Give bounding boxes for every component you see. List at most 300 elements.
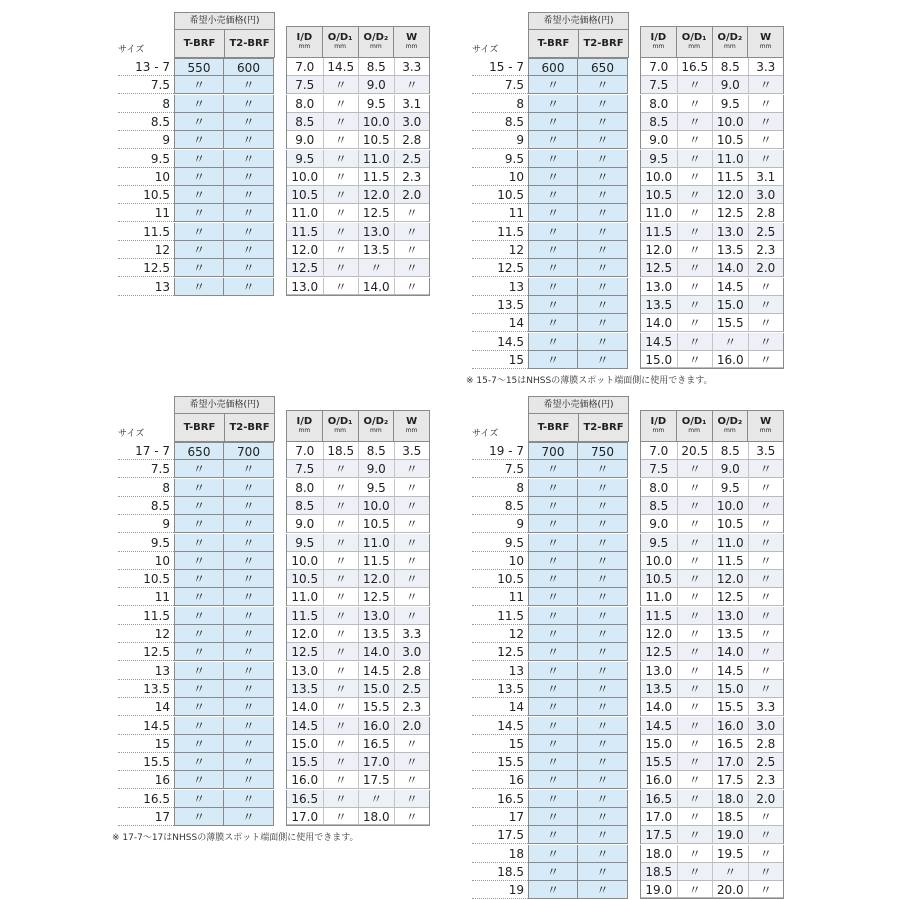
table-row <box>118 771 430 789</box>
spec-col-unit: mm <box>724 427 736 434</box>
size-value: 10.5 <box>118 186 174 204</box>
spec-values <box>286 643 430 661</box>
price-t-brf: 〃 <box>528 570 578 588</box>
column-gap <box>274 241 286 259</box>
size-value: 11 <box>472 204 528 222</box>
price-t-brf: 〃 <box>174 131 224 149</box>
table-row <box>472 771 784 789</box>
spec-id: 7.5 <box>641 460 677 478</box>
spec-col-4 <box>393 411 429 441</box>
price-t-brf: 〃 <box>528 826 578 844</box>
spec-id: 8.5 <box>287 497 323 515</box>
spec-values <box>286 588 430 606</box>
spec-od1: 〃 <box>677 460 713 478</box>
size-value: 11 <box>118 588 174 606</box>
column-gap <box>274 534 286 552</box>
size-value: 10 <box>472 552 528 570</box>
price-t-brf: 〃 <box>174 643 224 661</box>
spec-w: 〃 <box>748 113 784 131</box>
spec-values <box>640 333 784 351</box>
spec-w: 2.8 <box>748 204 784 222</box>
spec-w: 〃 <box>748 552 784 570</box>
size-value: 17 <box>472 808 528 826</box>
price-t-brf: 〃 <box>174 753 224 771</box>
column-gap <box>628 515 640 533</box>
table-row <box>472 204 784 222</box>
price-t2-brf: 〃 <box>578 826 628 844</box>
column-gap <box>274 515 286 533</box>
price-col-1: T-BRF <box>537 38 570 49</box>
price-t2-brf: 〃 <box>224 497 274 515</box>
spec-od1: 〃 <box>677 753 713 771</box>
spec-values <box>640 131 784 149</box>
spec-od1: 〃 <box>323 552 359 570</box>
price-t2-brf: 〃 <box>578 168 628 186</box>
spec-col-2 <box>322 27 358 57</box>
spec-w: 2.3 <box>394 168 430 186</box>
spec-values <box>640 204 784 222</box>
price-t2-brf: 〃 <box>578 753 628 771</box>
size-value: 19 - 7 <box>472 442 528 460</box>
price-header <box>528 396 629 442</box>
price-t2-brf: 〃 <box>224 607 274 625</box>
spec-od1: 〃 <box>677 515 713 533</box>
column-gap <box>274 570 286 588</box>
price-t-brf: 〃 <box>528 753 578 771</box>
size-value: 8 <box>472 95 528 113</box>
column-gap <box>628 625 640 643</box>
price-t2-brf: 〃 <box>578 717 628 735</box>
price-t2-brf: 〃 <box>578 845 628 863</box>
price-col-1: T-BRF <box>183 422 216 433</box>
size-value: 10.5 <box>118 570 174 588</box>
price-t2-brf: 〃 <box>224 186 274 204</box>
spec-w: 〃 <box>748 333 784 351</box>
size-value: 13 - 7 <box>118 58 174 76</box>
spec-od2: 10.0 <box>712 497 748 515</box>
spec-od1: 〃 <box>323 150 359 168</box>
spec-od1: 〃 <box>677 113 713 131</box>
spec-od2: 17.0 <box>712 753 748 771</box>
column-gap <box>628 460 640 478</box>
spec-header-row <box>641 411 783 441</box>
spec-od1: 〃 <box>677 735 713 753</box>
price-t2-brf: 〃 <box>224 479 274 497</box>
price-t-brf: 〃 <box>528 314 578 332</box>
spec-id: 9.0 <box>641 515 677 533</box>
spec-id: 15.0 <box>641 735 677 753</box>
spec-id: 11.0 <box>641 588 677 606</box>
spec-header <box>286 410 430 442</box>
table-row <box>118 698 430 716</box>
size-value: 14 <box>472 698 528 716</box>
size-value: 12 <box>472 625 528 643</box>
spec-values <box>286 698 430 716</box>
price-t2-brf: 〃 <box>578 698 628 716</box>
table-row <box>472 625 784 643</box>
spec-w: 3.0 <box>748 186 784 204</box>
spec-values <box>286 131 430 149</box>
column-gap <box>628 570 640 588</box>
size-value: 14.5 <box>118 717 174 735</box>
table-row <box>118 58 430 76</box>
spec-values <box>640 735 784 753</box>
price-t-brf: 〃 <box>174 717 224 735</box>
spec-w: 〃 <box>394 570 430 588</box>
spec-w: 〃 <box>748 351 784 368</box>
spec-od2: 15.5 <box>712 314 748 332</box>
column-gap <box>274 808 286 826</box>
price-t2-brf: 〃 <box>578 95 628 113</box>
spec-od2: 〃 <box>712 333 748 351</box>
spec-od2: 18.5 <box>712 808 748 826</box>
spec-id: 14.5 <box>641 333 677 351</box>
spec-values <box>286 497 430 515</box>
spec-od2: 13.0 <box>712 607 748 625</box>
price-t2-brf: 〃 <box>578 241 628 259</box>
size-value: 8.5 <box>472 497 528 515</box>
spec-od2: 15.5 <box>712 698 748 716</box>
price-t-brf: 〃 <box>174 113 224 131</box>
price-columns <box>175 30 274 58</box>
table-row <box>472 460 784 478</box>
spec-od2: 17.5 <box>358 771 394 789</box>
price-t2-brf: 〃 <box>224 625 274 643</box>
price-t-brf: 〃 <box>174 95 224 113</box>
size-label: サイズ <box>118 45 145 55</box>
spec-od1: 〃 <box>323 643 359 661</box>
price-t2-brf: 〃 <box>224 460 274 478</box>
spec-w: 2.5 <box>748 223 784 241</box>
spec-od1: 〃 <box>677 223 713 241</box>
spec-id: 8.5 <box>287 113 323 131</box>
column-gap <box>274 186 286 204</box>
table-row <box>472 790 784 808</box>
spec-col-1 <box>287 27 322 57</box>
price-col-2: T2-BRF <box>224 30 274 58</box>
spec-id: 7.0 <box>641 58 677 76</box>
column-gap <box>274 552 286 570</box>
price-t2-brf: 〃 <box>224 204 274 222</box>
price-t-brf: 〃 <box>528 552 578 570</box>
spec-od1: 16.5 <box>677 58 713 76</box>
price-t2-brf: 〃 <box>578 680 628 698</box>
price-t-brf: 〃 <box>174 186 224 204</box>
spec-od2: 12.0 <box>712 570 748 588</box>
price-t2-brf: 〃 <box>578 460 628 478</box>
spec-w: 2.0 <box>394 717 430 735</box>
price-t-brf: 〃 <box>528 460 578 478</box>
size-value: 8.5 <box>118 113 174 131</box>
spec-od1: 〃 <box>677 351 713 368</box>
size-value: 12.5 <box>472 259 528 277</box>
size-value: 13 <box>118 662 174 680</box>
spec-id: 16.5 <box>287 790 323 808</box>
spec-od2: 15.5 <box>358 698 394 716</box>
price-t2-brf: 〃 <box>224 753 274 771</box>
size-value: 9.5 <box>472 150 528 168</box>
column-gap <box>628 479 640 497</box>
table-row <box>118 150 430 168</box>
price-t2-brf: 〃 <box>224 717 274 735</box>
spec-col-unit: mm <box>334 427 346 434</box>
size-value: 13.5 <box>472 680 528 698</box>
price-t2-brf: 〃 <box>578 113 628 131</box>
spec-od1: 〃 <box>323 735 359 753</box>
spec-col-name: O/D₁ <box>327 416 353 427</box>
spec-od2: 13.5 <box>358 241 394 259</box>
spec-od2: 11.0 <box>712 150 748 168</box>
spec-w: 〃 <box>394 278 430 295</box>
spec-od2: 13.5 <box>712 241 748 259</box>
spec-header <box>286 26 430 58</box>
size-value: 10 <box>118 168 174 186</box>
spec-col-name: W <box>760 416 772 427</box>
table-row <box>118 808 430 826</box>
spec-od1: 〃 <box>677 168 713 186</box>
spec-od1: 〃 <box>323 662 359 680</box>
spec-values <box>286 625 430 643</box>
spec-values <box>286 204 430 222</box>
spec-values <box>640 808 784 826</box>
table-row <box>118 460 430 478</box>
spec-od1: 〃 <box>323 588 359 606</box>
size-value: 16 <box>472 771 528 789</box>
spec-values <box>640 442 784 460</box>
spec-od2: 12.0 <box>712 186 748 204</box>
spec-od1: 〃 <box>323 76 359 94</box>
spec-values <box>286 717 430 735</box>
spec-od2: 15.0 <box>712 680 748 698</box>
spec-id: 10.5 <box>287 570 323 588</box>
spec-col-unit: mm <box>298 427 311 434</box>
spec-od1: 〃 <box>323 241 359 259</box>
spec-w: 2.3 <box>748 771 784 789</box>
size-value: 8 <box>472 479 528 497</box>
price-t-brf: 〃 <box>528 186 578 204</box>
spec-id: 10.0 <box>287 552 323 570</box>
spec-values <box>640 662 784 680</box>
table-row <box>472 552 784 570</box>
table-row <box>118 168 430 186</box>
table-row <box>472 607 784 625</box>
column-gap <box>274 168 286 186</box>
spec-id: 10.0 <box>287 168 323 186</box>
spec-values <box>640 76 784 94</box>
spec-w: 〃 <box>748 881 784 898</box>
spec-col-unit: mm <box>759 43 772 50</box>
spec-od2: 8.5 <box>358 58 394 76</box>
spec-values <box>286 479 430 497</box>
spec-w: 〃 <box>748 497 784 515</box>
spec-values <box>286 735 430 753</box>
table-row <box>472 259 784 277</box>
table-row <box>118 223 430 241</box>
spec-od2: 9.0 <box>358 76 394 94</box>
spec-od2: 18.0 <box>358 808 394 825</box>
column-gap <box>274 753 286 771</box>
spec-od1: 14.5 <box>323 58 359 76</box>
price-t2-brf: 〃 <box>578 534 628 552</box>
size-value: 17.5 <box>472 826 528 844</box>
spec-values <box>640 717 784 735</box>
spec-w: 〃 <box>394 515 430 533</box>
spec-col-unit: mm <box>334 43 346 50</box>
table-row <box>472 570 784 588</box>
spec-od1: 〃 <box>323 460 359 478</box>
spec-values <box>640 588 784 606</box>
column-gap <box>274 223 286 241</box>
column-gap <box>628 497 640 515</box>
table-row <box>472 223 784 241</box>
size-value: 8.5 <box>118 497 174 515</box>
column-gap <box>628 698 640 716</box>
spec-od2: 9.5 <box>712 479 748 497</box>
spec-values <box>286 808 430 826</box>
spec-id: 17.0 <box>287 808 323 825</box>
spec-values <box>640 625 784 643</box>
price-t-brf: 〃 <box>528 534 578 552</box>
price-t2-brf: 〃 <box>224 790 274 808</box>
spec-w: 〃 <box>394 76 430 94</box>
spec-id: 14.5 <box>641 717 677 735</box>
price-t-brf: 〃 <box>528 131 578 149</box>
table-row <box>118 534 430 552</box>
spec-id: 15.0 <box>641 351 677 368</box>
table-row <box>472 515 784 533</box>
price-t-brf: 〃 <box>174 223 224 241</box>
table-row <box>472 314 784 332</box>
price-t2-brf: 〃 <box>224 808 274 826</box>
size-value: 13.5 <box>118 680 174 698</box>
size-value: 7.5 <box>118 76 174 94</box>
spec-header <box>640 410 784 442</box>
column-gap <box>628 881 640 899</box>
price-t2-brf: 〃 <box>578 333 628 351</box>
spec-id: 7.0 <box>287 442 323 460</box>
spec-od1: 〃 <box>323 204 359 222</box>
spec-values <box>640 460 784 478</box>
size-value: 14 <box>118 698 174 716</box>
table-row <box>472 643 784 661</box>
price-t-brf: 〃 <box>174 168 224 186</box>
size-value: 13 <box>472 662 528 680</box>
price-t2-brf: 〃 <box>224 95 274 113</box>
spec-od1: 〃 <box>323 625 359 643</box>
spec-w: 2.5 <box>394 680 430 698</box>
spec-col-name: W <box>760 32 772 43</box>
table-row <box>118 552 430 570</box>
spec-w: 〃 <box>748 95 784 113</box>
spec-od1: 〃 <box>677 662 713 680</box>
size-value: 7.5 <box>472 460 528 478</box>
price-t2-brf: 〃 <box>224 278 274 296</box>
table-row <box>118 442 430 460</box>
price-t-brf: 〃 <box>528 680 578 698</box>
price-t-brf: 〃 <box>174 698 224 716</box>
spec-id: 13.0 <box>287 278 323 295</box>
spec-id: 17.0 <box>641 808 677 826</box>
size-value: 17 - 7 <box>118 442 174 460</box>
spec-od1: 〃 <box>677 186 713 204</box>
price-t2-brf: 〃 <box>578 150 628 168</box>
price-t-brf: 〃 <box>528 278 578 296</box>
size-value: 12.5 <box>472 643 528 661</box>
spec-values <box>640 680 784 698</box>
column-gap <box>274 735 286 753</box>
spec-od1: 〃 <box>677 150 713 168</box>
price-t2-brf: 〃 <box>224 76 274 94</box>
spec-col-2 <box>676 411 712 441</box>
spec-id: 19.0 <box>641 881 677 898</box>
spec-od2: 11.0 <box>358 150 394 168</box>
table-row <box>118 479 430 497</box>
size-value: 15 - 7 <box>472 58 528 76</box>
size-value: 16.5 <box>118 790 174 808</box>
size-value: 13.5 <box>472 296 528 314</box>
spec-col-name: O/D₂ <box>363 416 389 427</box>
spec-values <box>286 259 430 277</box>
spec-od1: 〃 <box>677 698 713 716</box>
price-t2-brf: 〃 <box>578 625 628 643</box>
price-t2-brf: 〃 <box>578 204 628 222</box>
spec-od1: 〃 <box>323 808 359 825</box>
spec-values <box>286 607 430 625</box>
size-value: 12.5 <box>118 643 174 661</box>
spec-id: 11.5 <box>287 607 323 625</box>
spec-values <box>640 186 784 204</box>
spec-values <box>640 570 784 588</box>
spec-od2: 12.5 <box>358 588 394 606</box>
spec-od2: 19.0 <box>712 826 748 844</box>
price-t-brf: 〃 <box>528 497 578 515</box>
spec-od1: 〃 <box>677 259 713 277</box>
spec-w: 〃 <box>748 625 784 643</box>
spec-id: 13.5 <box>641 680 677 698</box>
size-value: 9.5 <box>118 534 174 552</box>
spec-od1: 〃 <box>677 314 713 332</box>
spec-id: 12.0 <box>641 241 677 259</box>
column-gap <box>628 259 640 277</box>
column-gap <box>628 442 640 460</box>
spec-col-unit: mm <box>652 427 665 434</box>
spec-od2: 14.5 <box>712 662 748 680</box>
spec-od1: 〃 <box>323 223 359 241</box>
column-gap <box>274 95 286 113</box>
price-t-brf: 〃 <box>528 588 578 606</box>
spec-id: 10.0 <box>641 552 677 570</box>
spec-values <box>640 534 784 552</box>
spec-values <box>286 460 430 478</box>
spec-id: 9.5 <box>641 534 677 552</box>
spec-col-4 <box>747 27 783 57</box>
spec-w: 〃 <box>748 314 784 332</box>
column-gap <box>628 223 640 241</box>
spec-od2: 14.5 <box>712 278 748 296</box>
spec-od2: 12.5 <box>712 204 748 222</box>
price-t-brf: 〃 <box>528 76 578 94</box>
spec-w: 3.3 <box>748 698 784 716</box>
spec-id: 9.5 <box>287 534 323 552</box>
column-gap <box>628 753 640 771</box>
column-gap <box>274 442 286 460</box>
price-t-brf: 〃 <box>528 625 578 643</box>
price-col-2: T2-BRF <box>578 414 628 442</box>
spec-od1: 〃 <box>323 168 359 186</box>
column-gap <box>274 479 286 497</box>
column-gap <box>274 259 286 277</box>
spec-od1: 〃 <box>677 717 713 735</box>
